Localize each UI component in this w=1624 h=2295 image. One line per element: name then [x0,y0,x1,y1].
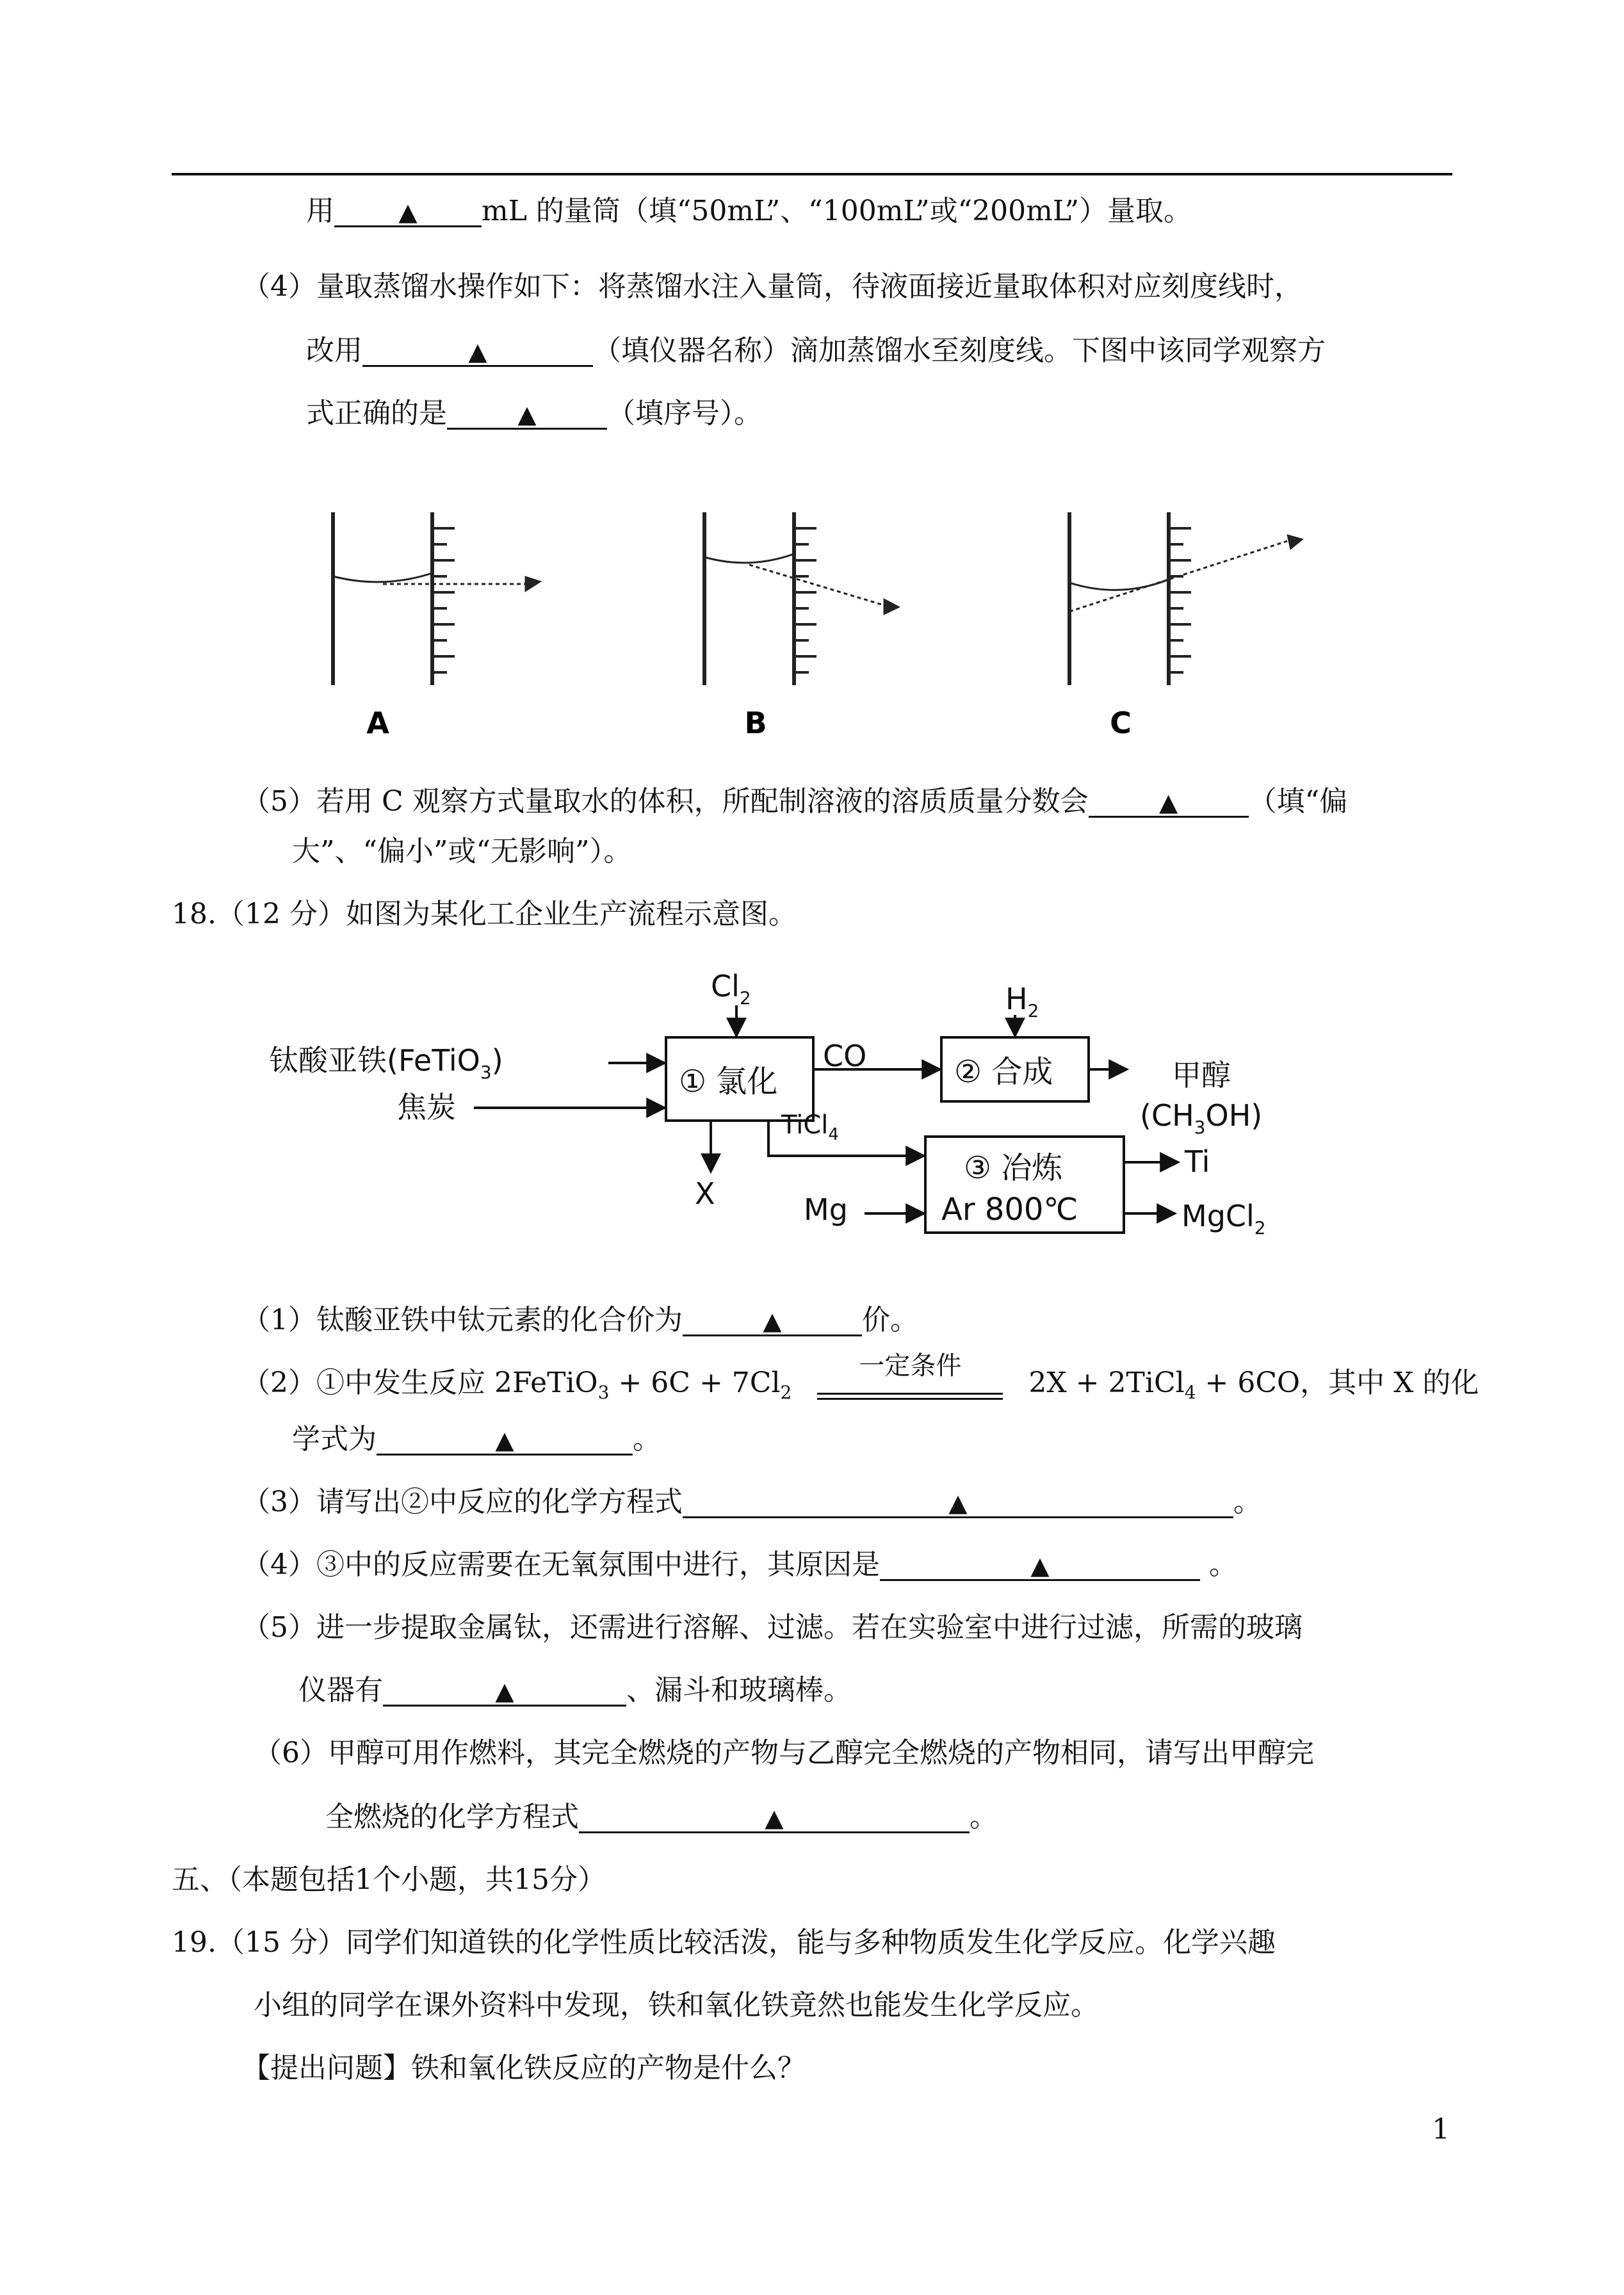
text: （填仪器名称）滴加蒸馏水至刻度线。下图中该同学观察方 [593,334,1326,367]
text: （5）若用 C 观察方式量取水的体积，所配制溶液的溶质质量分数会 [242,785,1089,818]
product-formula-methanol: $(CH_3OH)$ [1140,1098,1263,1138]
ticl4-label: TiCl$_4$ [781,1110,839,1144]
blank-triangle-mark: ▲ [1159,788,1178,816]
header-rule [172,173,1452,175]
blank-triangle-mark: ▲ [765,1804,784,1832]
equation-text: + 6C + 7Cl [609,1366,781,1399]
product-name-methanol: 甲醇 [1172,1058,1231,1092]
text: 、漏斗和玻璃棒。 [626,1674,852,1707]
subscript: 3 [597,1382,610,1403]
text: 改用 [306,334,362,367]
answer-blank[interactable] [334,192,482,227]
blank-triangle-mark: ▲ [468,337,487,366]
question-19-line-a: 19.（15 分）同学们知道铁的化学性质比较活泼，能与多种物质发生化学反应。化学兴趣 [172,1926,1276,1959]
question-18-2-line-a [242,1351,1479,1412]
x-label: X [695,1176,715,1211]
answer-blank[interactable] [362,332,593,367]
eye-icon [1287,535,1303,549]
question-line-cylinder-size [306,192,1192,231]
cylinder-reading-figure [307,499,1358,756]
eye-icon [525,576,541,592]
answer-blank[interactable] [880,1546,1200,1581]
answer-blank[interactable] [683,1301,862,1336]
cylinder-label-a: A [366,706,389,740]
scale-ticks [794,528,816,672]
question-5-line-a [242,783,1347,821]
co-label: CO [823,1039,867,1073]
blank-triangle-mark: ▲ [398,198,418,226]
text: mL 的量筒（填“50mL”、“100mL”或“200mL”）量取。 [482,195,1192,227]
text: 价。 [862,1304,918,1336]
reaction-condition: 一定条件 [859,1351,962,1381]
feedstock-label-ferrous-titanate: 钛酸亚铁(FeTiO$_3$) [269,1043,503,1083]
answer-blank[interactable] [579,1798,970,1833]
text: 仪器有 [298,1674,383,1707]
blank-triangle-mark: ▲ [495,1677,514,1705]
text: （3）请写出②中反应的化学方程式 [242,1486,683,1518]
text: （填序号）。 [607,397,762,430]
sight-line [749,565,884,605]
blank-triangle-mark: ▲ [517,400,537,428]
subscript: 2 [780,1382,792,1403]
meniscus [704,554,794,563]
production-flow-diagram [269,967,1358,1249]
question-18-6-line-b [325,1798,998,1837]
meniscus [333,573,432,582]
chlorination-box-label: ① 氯化 [679,1064,778,1099]
sight-line [1069,541,1287,612]
answer-blank[interactable] [1089,783,1249,818]
question-19-line-b: 小组的同学在课外资料中发现，铁和氧化铁竟然也能发生化学反应。 [254,1989,1099,2022]
text: （4）③中的反应需要在无氧氛围中进行，其原因是 [242,1548,880,1581]
section-5-heading: 五、（本题包括1个小题，共15分） [172,1863,606,1896]
meniscus [1069,580,1169,590]
cl2-label: $Cl_2$ [711,969,751,1009]
cylinder-label-c: C [1110,706,1132,740]
mg-label: Mg [804,1192,848,1227]
question-18-5-line-b [298,1671,852,1710]
question-18-5-line-a: （5）进一步提取金属钛，还需进行溶解、过滤。若在实验室中进行过滤，所需的玻璃 [242,1611,1303,1644]
question-18-6-line-a: （6）甲醇可用作燃料，其完全燃烧的产物与乙醇完全燃烧的产物相同，请写出甲醇完 [254,1737,1314,1769]
smelting-box-label-line2: Ar 800℃ [941,1192,1078,1228]
subscript: 4 [1184,1382,1196,1403]
text: 式正确的是 [306,397,447,430]
question-18-2-line-b [292,1420,661,1459]
mgcl2-label: MgCl$_2$ [1181,1199,1266,1238]
question-18-heading: 18.（12 分）如图为某化工企业生产流程示意图。 [172,898,797,930]
question-18-1 [242,1301,918,1340]
blank-triangle-mark: ▲ [495,1426,514,1454]
question-4-line-c [306,394,762,433]
question-4-line-a: （4）量取蒸馏水操作如下：将蒸馏水注入量筒，待液面接近量取体积对应刻度线时， [242,270,1303,303]
text: （1）钛酸亚铁中钛元素的化合价为 [242,1304,683,1336]
scale-ticks [1169,528,1191,672]
question-18-3 [242,1483,1262,1521]
text: 用 [306,195,334,227]
equation-text: （2）①中发生反应 2FeTiO [242,1366,598,1399]
blank-triangle-mark: ▲ [763,1307,782,1335]
cylinder-label-b: B [744,706,767,740]
cylinder-a [333,512,541,685]
text: 全燃烧的化学方程式 [325,1801,579,1833]
equation-text: + 6CO，其中 X 的化 [1196,1366,1479,1399]
question-5-line-b: 大”、“偏小”或“无影响”）。 [292,835,632,868]
text: （填“偏 [1248,785,1348,818]
text: 。 [970,1801,998,1833]
page-number: 1 [1432,2113,1450,2146]
answer-blank[interactable] [447,394,607,430]
blank-triangle-mark: ▲ [948,1489,968,1517]
h2-label: $H_2$ [1005,982,1039,1021]
feedstock-label-coke: 焦炭 [397,1090,456,1124]
cylinder-b [704,512,900,685]
scale-ticks [432,528,455,672]
synthesis-box-label: ② 合成 [954,1054,1053,1090]
question-18-4 [242,1546,1237,1584]
text: 。 [1200,1548,1237,1581]
ti-label: Ti [1185,1144,1210,1179]
blank-triangle-mark: ▲ [1030,1552,1050,1580]
text: 。 [1233,1486,1262,1518]
smelting-box-label-line1: ③ 冶炼 [964,1150,1063,1186]
question-4-line-b [306,332,1326,370]
equation-text: 2X + 2TiCl [1028,1366,1185,1399]
text: 。 [633,1423,661,1456]
text: 学式为 [292,1423,377,1456]
answer-blank[interactable] [377,1420,633,1456]
cylinder-c [1069,512,1303,685]
reaction-condition-sign [817,1351,1003,1403]
answer-blank[interactable] [683,1483,1233,1518]
question-19-line-c: 【提出问题】铁和氧化铁反应的产物是什么？ [242,2052,806,2084]
eye-icon [884,599,900,615]
answer-blank[interactable] [383,1671,626,1707]
